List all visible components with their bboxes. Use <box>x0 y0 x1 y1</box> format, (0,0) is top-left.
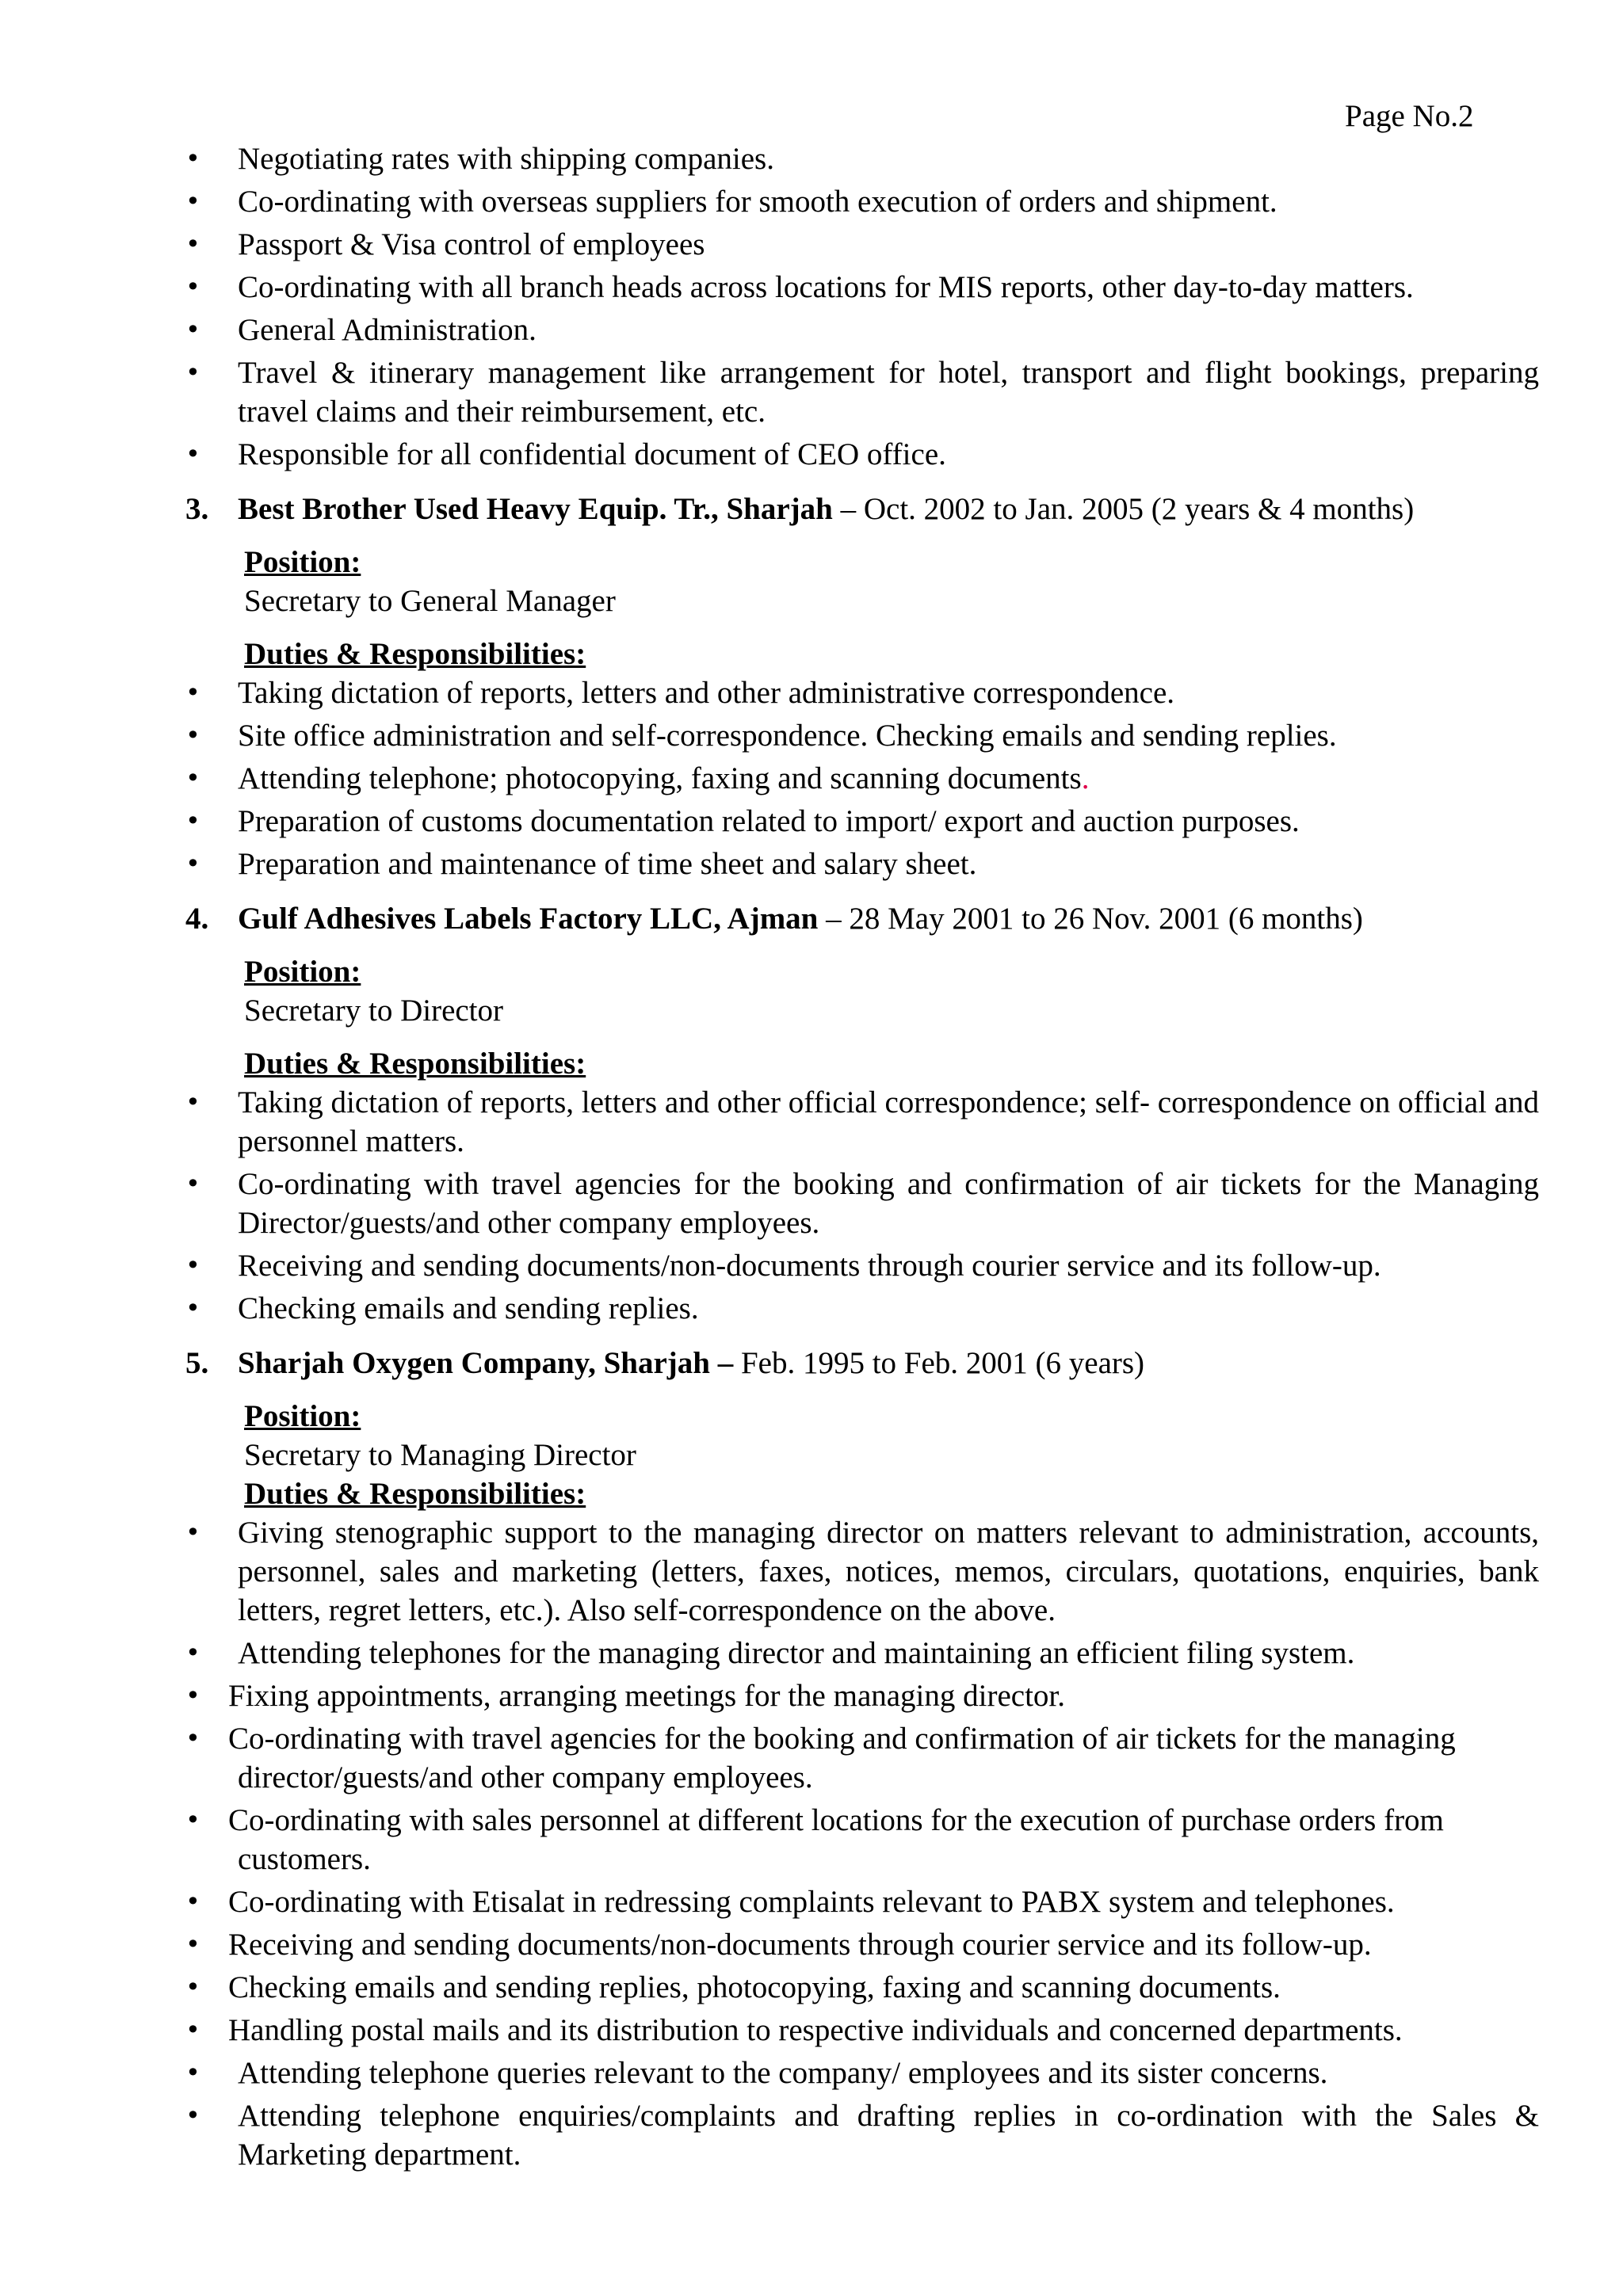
duties-heading: Duties & Responsibilities: <box>244 1477 586 1511</box>
job-entry <box>185 490 1539 883</box>
job-number: 3. <box>185 492 209 526</box>
duties-list <box>185 1513 1539 2174</box>
list-item: • Attending telephone enquiries/complaints and drafting replies in co-ordination with the Sales & Marketing department. <box>185 2096 1539 2174</box>
list-item: • Preparation and maintenance of time sheet and salary sheet. <box>185 845 1539 883</box>
position-title: Secretary to Managing Director <box>244 1438 636 1472</box>
job-title-line <box>238 899 1363 938</box>
duties-list <box>185 1083 1539 1328</box>
job-period: Feb. 1995 to Feb. 2001 (6 years) <box>733 1346 1145 1380</box>
list-item: • Co-ordinating with travel agencies for the booking and confirmation of air tickets for the Managing Director/guests/and other company employees. <box>185 1165 1539 1242</box>
company-name: Sharjah Oxygen Company, Sharjah – <box>238 1346 734 1380</box>
job-number: 5. <box>185 1346 209 1380</box>
position-title: Secretary to Director <box>244 994 504 1028</box>
list-item: • Travel & itinerary management like arrangement for hotel, transport and flight bookings, preparing travel claims and their reimbursement, etc. <box>185 353 1539 431</box>
list-item: • Negotiating rates with shipping companies. <box>185 139 1539 178</box>
list-item: • Receiving and sending documents/non-documents through courier service and its follow-up. <box>185 1246 1539 1285</box>
list-item: • Checking emails and sending replies. <box>185 1289 1539 1328</box>
duty-text-continued: customers. <box>238 1842 371 1876</box>
position-block <box>185 1397 1539 1513</box>
duties-list <box>185 673 1539 883</box>
list-item: • Attending telephones for the managing director and maintaining an efficient filing system. <box>185 1634 1539 1672</box>
job-header <box>185 490 1539 528</box>
job-entry <box>185 899 1539 1328</box>
red-period: . <box>1081 761 1090 795</box>
job-number: 4. <box>185 902 209 936</box>
list-item: • Preparation of customs documentation related to import/ export and auction purposes. <box>185 802 1539 841</box>
duties-heading: Duties & Responsibilities: <box>244 1047 586 1081</box>
position-heading: Position: <box>244 1399 361 1433</box>
duty-text-continued: director/guests/and other company employees. <box>238 1760 813 1794</box>
company-name: Gulf Adhesives Labels Factory LLC, Ajman <box>238 902 819 936</box>
job-entry <box>185 1344 1539 2174</box>
list-item: • Taking dictation of reports, letters and other administrative correspondence. <box>185 673 1539 712</box>
company-name: Best Brother Used Heavy Equip. Tr., Sharjah <box>238 492 833 526</box>
duty-text: Co-ordinating with sales personnel at different locations for the execution of purchase orders from <box>228 1803 1444 1837</box>
list-item: • General Administration. <box>185 311 1539 349</box>
top-bullet-list <box>185 139 1539 474</box>
duty-text: Co-ordinating with travel agencies for the booking and confirmation of air tickets for the managing <box>228 1722 1456 1756</box>
list-item: • Handling postal mails and its distribution to respective individuals and concerned departments. <box>185 2011 1539 2050</box>
page-content <box>185 139 1539 2178</box>
list-item: • Receiving and sending documents/non-documents through courier service and its follow-up. <box>185 1925 1539 1964</box>
duty-text: Attending telephone; photocopying, faxing and scanning documents <box>238 761 1082 795</box>
list-item: • Site office administration and self-correspondence. Checking emails and sending replies. <box>185 716 1539 755</box>
list-item <box>185 759 1539 798</box>
list-item: • Co-ordinating with overseas suppliers for smooth execution of orders and shipment. <box>185 182 1539 221</box>
list-item <box>185 1801 1539 1878</box>
position-block <box>185 543 1539 673</box>
duties-heading: Duties & Responsibilities: <box>244 637 586 671</box>
job-period: – 28 May 2001 to 26 Nov. 2001 (6 months) <box>818 902 1363 936</box>
list-item: • Responsible for all confidential document of CEO office. <box>185 435 1539 474</box>
list-item: • Giving stenographic support to the managing director on matters relevant to administration, accounts, personnel, sales and marketing (letters, faxes, notices, memos, circulars, quotations, enquiries, bank letters, regret letters, etc.). Also self-correspondence on the above. <box>185 1513 1539 1630</box>
job-title-line <box>238 490 1414 528</box>
page-number: Page No.2 <box>1345 99 1474 133</box>
job-header <box>185 1344 1539 1383</box>
list-item: • Co-ordinating with Etisalat in redressing complaints relevant to PABX system and telephones. <box>185 1882 1539 1921</box>
list-item: • Taking dictation of reports, letters and other official correspondence; self- correspondence on official and personnel matters. <box>185 1083 1539 1161</box>
job-title-line <box>238 1344 1144 1383</box>
position-title: Secretary to General Manager <box>244 584 616 618</box>
list-item: • Fixing appointments, arranging meetings for the managing director. <box>185 1676 1539 1715</box>
position-heading: Position: <box>244 955 361 989</box>
position-block <box>185 952 1539 1083</box>
position-heading: Position: <box>244 545 361 579</box>
list-item: • Co-ordinating with all branch heads across locations for MIS reports, other day-to-day matters. <box>185 268 1539 307</box>
job-period: – Oct. 2002 to Jan. 2005 (2 years & 4 months) <box>832 492 1415 526</box>
job-header <box>185 899 1539 938</box>
list-item: • Attending telephone queries relevant to the company/ employees and its sister concerns. <box>185 2054 1539 2092</box>
list-item <box>185 1719 1539 1797</box>
list-item: • Passport & Visa control of employees <box>185 225 1539 264</box>
list-item: • Checking emails and sending replies, photocopying, faxing and scanning documents. <box>185 1968 1539 2007</box>
